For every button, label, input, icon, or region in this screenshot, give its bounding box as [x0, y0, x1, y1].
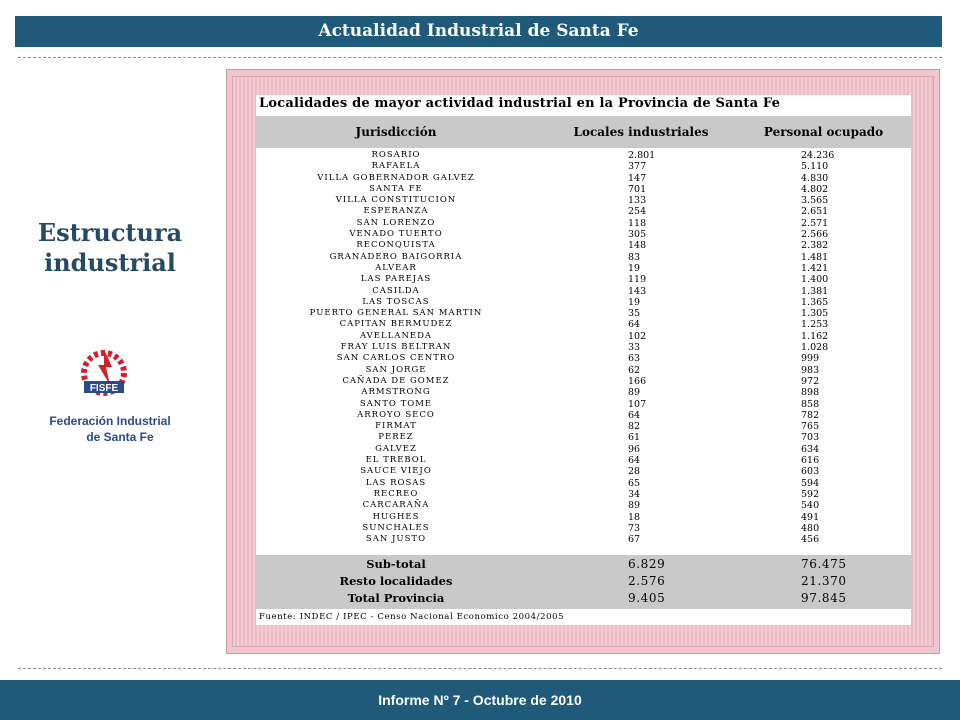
cell-locales: 2.801 [628, 150, 656, 161]
cell-locales: 62 [628, 364, 641, 376]
table-row [256, 319, 911, 330]
cell-jurisdiccion: GALVEZ [375, 443, 417, 454]
cell-personal: 4.830 [801, 172, 829, 184]
cell-locales: 65 [628, 477, 641, 489]
cell-personal: 480 [801, 522, 820, 534]
cell-locales: 64 [628, 409, 641, 421]
cell-locales: 82 [628, 421, 641, 433]
logo-line1: Federación Industrial [49, 414, 171, 428]
cell-locales: 35 [628, 308, 641, 320]
cell-jurisdiccion: SANTO TOME [359, 398, 433, 409]
cell-personal: 24.236 [801, 150, 835, 161]
table-row [256, 512, 911, 523]
totals-locales: 9.405 [628, 591, 666, 605]
cell-jurisdiccion: CARCARAÑA [362, 500, 430, 511]
table-row [256, 523, 911, 534]
table-row [256, 286, 911, 297]
cell-locales: 34 [628, 488, 641, 500]
table-row [256, 263, 911, 274]
cell-jurisdiccion: LAS PAREJAS [360, 274, 432, 285]
totals-personal: 76.475 [801, 557, 847, 571]
totals-locales: 6.829 [628, 557, 666, 571]
cell-locales: 64 [628, 319, 641, 331]
footer-bar [0, 680, 960, 720]
cell-jurisdiccion: SAN JUSTO [365, 534, 427, 545]
cell-jurisdiccion: SANTA FE [369, 183, 423, 194]
table-row [256, 489, 911, 500]
totals-locales: 2.576 [628, 574, 666, 588]
table-row [256, 150, 911, 161]
table-row [256, 308, 911, 319]
table-row [256, 455, 911, 466]
table-header [256, 116, 911, 148]
cell-personal: 765 [801, 421, 820, 433]
cell-personal: 858 [801, 398, 820, 410]
cell-jurisdiccion: AVELLANEDA [359, 330, 433, 341]
cell-personal: 1.481 [801, 251, 829, 263]
cell-jurisdiccion: VENADO TUERTO [349, 229, 443, 240]
table-row [256, 297, 911, 308]
cell-locales: 61 [628, 432, 641, 444]
cell-locales: 102 [628, 330, 647, 342]
cell-personal: 594 [801, 477, 820, 489]
cell-locales: 19 [628, 296, 641, 308]
cell-personal: 1.305 [801, 308, 829, 320]
cell-locales: 166 [628, 375, 647, 387]
cell-jurisdiccion: CAÑADA DE GOMEZ [342, 375, 450, 386]
cell-jurisdiccion: SAN CARLOS CENTRO [336, 353, 456, 364]
cell-personal: 616 [801, 455, 820, 467]
cell-personal: 1.381 [801, 285, 829, 297]
data-table [256, 95, 911, 625]
cell-personal: 592 [801, 488, 820, 500]
cell-jurisdiccion: HUGHES [372, 511, 420, 522]
totals-label: Sub-total [366, 557, 426, 571]
table-title: Localidades de mayor actividad industrial en la Provincia de Santa Fe [259, 96, 781, 111]
logo-acronym: FISFE [89, 383, 119, 394]
cell-personal: 1.162 [801, 330, 829, 342]
table-row [256, 410, 911, 421]
cell-locales: 147 [628, 172, 647, 184]
column-header-locales: Locales industriales [573, 125, 709, 139]
table-row [256, 331, 911, 342]
cell-locales: 89 [628, 500, 641, 512]
table-row [256, 218, 911, 229]
cell-locales: 28 [628, 466, 641, 478]
table-row [256, 353, 911, 364]
cell-personal: 1.253 [801, 319, 829, 331]
section-title-line2: industrial [44, 248, 176, 277]
table-row [256, 195, 911, 206]
totals-label: Resto localidades [339, 574, 453, 588]
cell-jurisdiccion: SAUCE VIEJO [360, 466, 432, 477]
cell-locales: 305 [628, 229, 647, 241]
cell-personal: 456 [801, 534, 820, 546]
table-row [256, 387, 911, 398]
table-source: Fuente: INDEC / IPEC - Censo Nacional Economico 2004/2005 [259, 612, 565, 622]
table-body [256, 150, 911, 545]
table-row [256, 274, 911, 285]
totals-personal: 21.370 [801, 574, 847, 588]
section-title [20, 218, 200, 278]
cell-jurisdiccion: LAS TOSCAS [362, 296, 430, 307]
totals-row [256, 590, 911, 607]
cell-locales: 89 [628, 387, 641, 399]
cell-jurisdiccion: RECONQUISTA [356, 240, 436, 251]
cell-personal: 4.802 [801, 183, 829, 195]
cell-jurisdiccion: ARMSTRONG [361, 387, 431, 398]
table-row [256, 500, 911, 511]
cell-jurisdiccion: ESPERANZA [363, 206, 429, 217]
cell-jurisdiccion: CAPITAN BERMUDEZ [339, 319, 453, 330]
cell-jurisdiccion: VILLA GOBERNADOR GALVEZ [317, 172, 475, 183]
table-row [256, 184, 911, 195]
fisfe-logo [42, 345, 182, 460]
top-divider [18, 57, 942, 58]
table-row [256, 432, 911, 443]
cell-personal: 3.565 [801, 195, 829, 207]
column-header-personal: Personal ocupado [763, 125, 884, 139]
cell-personal: 703 [801, 432, 820, 444]
cell-personal: 1.400 [801, 274, 829, 286]
cell-locales: 73 [628, 522, 641, 534]
cell-personal: 1.028 [801, 342, 829, 354]
cell-personal: 2.651 [801, 206, 829, 218]
header-bar [15, 16, 942, 47]
cell-jurisdiccion: CASILDA [372, 285, 420, 296]
cell-locales: 148 [628, 240, 647, 252]
table-row [256, 206, 911, 217]
totals-row [256, 556, 911, 573]
cell-jurisdiccion: RAFAELA [371, 161, 421, 172]
logo-line2: de Santa Fe [86, 430, 154, 444]
cell-personal: 491 [801, 511, 820, 523]
table-row [256, 229, 911, 240]
table-row [256, 478, 911, 489]
table-row [256, 444, 911, 455]
totals-row [256, 573, 911, 590]
cell-jurisdiccion: PUERTO GENERAL SAN MARTIN [309, 308, 483, 319]
cell-locales: 96 [628, 443, 641, 455]
cell-jurisdiccion: VILLA CONSTITUCION [335, 195, 457, 206]
cell-locales: 33 [628, 342, 641, 354]
totals-label: Total Provincia [347, 591, 445, 605]
cell-jurisdiccion: SAN LORENZO [356, 217, 436, 228]
column-header-jurisdiccion: Jurisdicción [355, 125, 437, 139]
table-row [256, 240, 911, 251]
cell-personal: 2.571 [801, 217, 829, 229]
cell-jurisdiccion: ALVEAR [375, 262, 417, 273]
table-row [256, 421, 911, 432]
cell-locales: 67 [628, 534, 641, 546]
table-row [256, 252, 911, 263]
cell-jurisdiccion: RECREO [373, 488, 419, 499]
table-totals [256, 555, 911, 609]
table-row [256, 534, 911, 545]
cell-locales: 377 [628, 161, 647, 173]
totals-personal: 97.845 [801, 591, 847, 605]
cell-jurisdiccion: SUNCHALES [362, 522, 430, 533]
cell-personal: 983 [801, 364, 820, 376]
cell-personal: 782 [801, 409, 820, 421]
cell-jurisdiccion: ROSARIO [371, 150, 421, 160]
cell-jurisdiccion: PEREZ [378, 432, 414, 443]
table-row [256, 161, 911, 172]
cell-locales: 18 [628, 511, 641, 523]
cell-locales: 64 [628, 455, 641, 467]
cell-jurisdiccion: EL TREBOL [365, 455, 427, 466]
cell-jurisdiccion: GRANADERO BAIGORRIA [329, 251, 463, 262]
header-title: Actualidad Industrial de Santa Fe [318, 21, 639, 41]
cell-locales: 143 [628, 285, 647, 297]
cell-personal: 999 [801, 353, 820, 365]
cell-locales: 254 [628, 206, 647, 218]
bottom-divider [18, 668, 942, 669]
cell-personal: 540 [801, 500, 820, 512]
cell-locales: 133 [628, 195, 647, 207]
table-row [256, 342, 911, 353]
cell-jurisdiccion: FRAY LUIS BELTRAN [340, 342, 452, 353]
cell-locales: 63 [628, 353, 641, 365]
cell-locales: 118 [628, 217, 647, 229]
cell-personal: 972 [801, 375, 820, 387]
cell-locales: 701 [628, 183, 647, 195]
cell-personal: 603 [801, 466, 820, 478]
cell-jurisdiccion: FIRMAT [375, 421, 417, 432]
table-row [256, 399, 911, 410]
table-row [256, 466, 911, 477]
cell-personal: 2.382 [801, 240, 829, 252]
cell-locales: 119 [628, 274, 647, 286]
cell-personal: 2.566 [801, 229, 829, 241]
cell-locales: 107 [628, 398, 647, 410]
cell-jurisdiccion: ARROYO SECO [357, 409, 435, 420]
cell-locales: 19 [628, 262, 641, 274]
cell-personal: 898 [801, 387, 820, 399]
cell-personal: 1.421 [801, 262, 829, 274]
cell-personal: 1.365 [801, 296, 829, 308]
cell-jurisdiccion: LAS ROSAS [365, 477, 427, 488]
table-row [256, 376, 911, 387]
cell-personal: 5.110 [801, 161, 829, 173]
footer-text: Informe Nº 7 - Octubre de 2010 [378, 692, 582, 708]
table-row [256, 173, 911, 184]
table-row [256, 365, 911, 376]
cell-locales: 83 [628, 251, 641, 263]
cell-jurisdiccion: SAN JORGE [365, 364, 427, 375]
section-title-line1: Estructura [37, 218, 183, 247]
cell-personal: 634 [801, 443, 820, 455]
